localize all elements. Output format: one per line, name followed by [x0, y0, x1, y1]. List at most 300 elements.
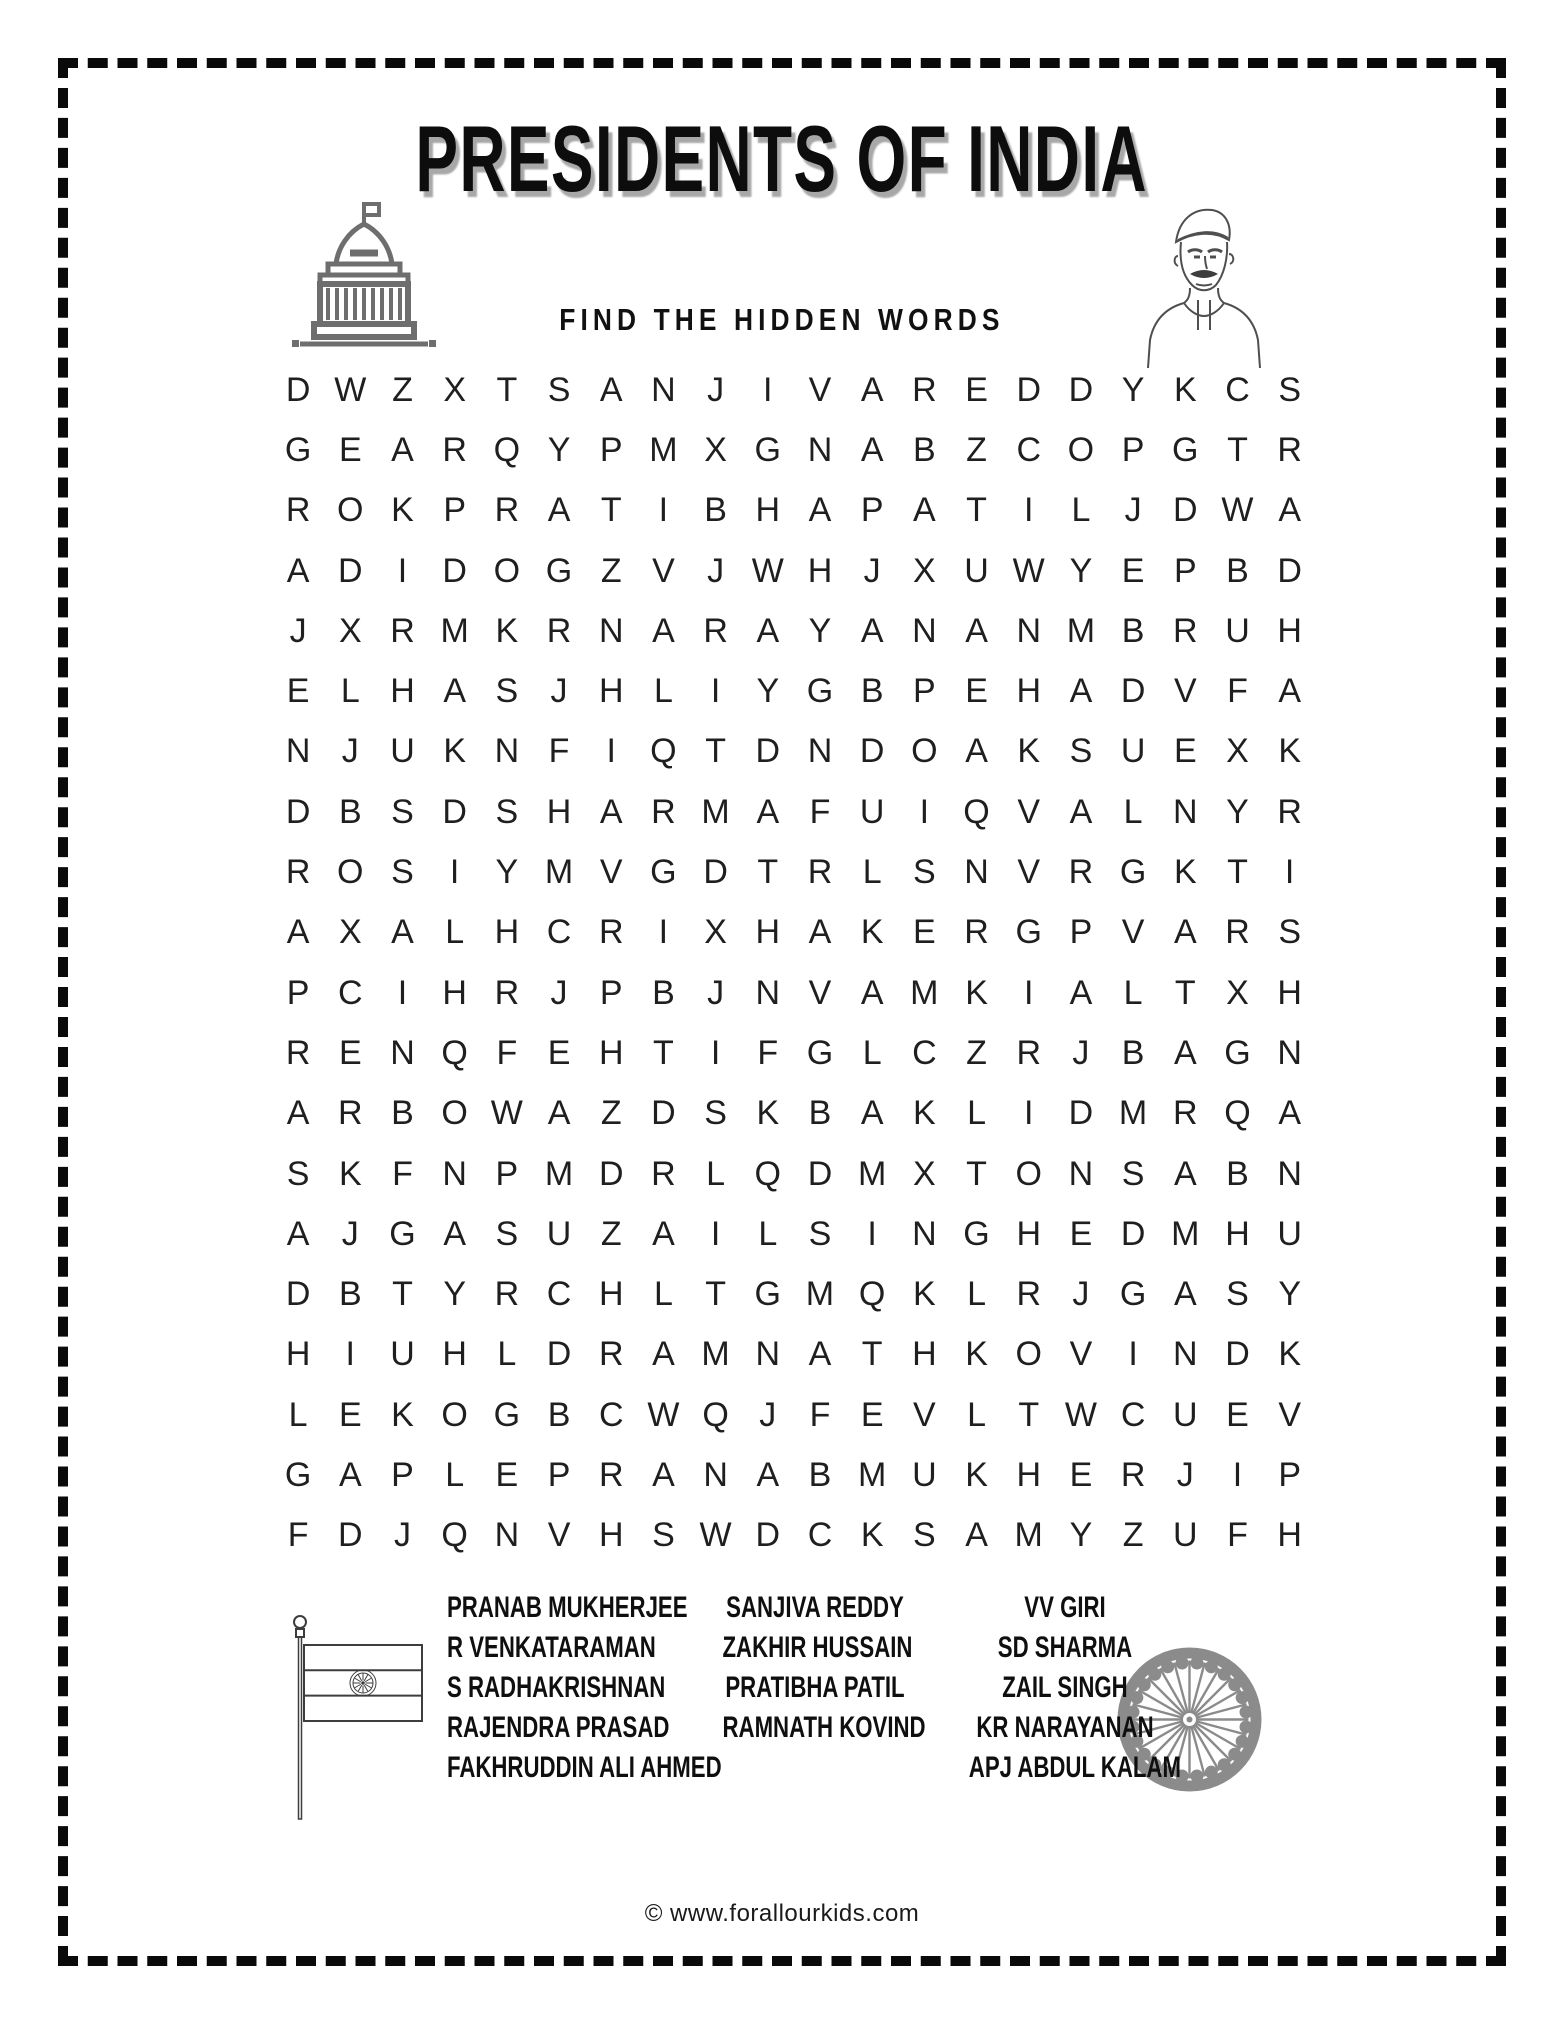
grid-letter: W: [1064, 1395, 1097, 1434]
grid-letter: S: [495, 672, 519, 711]
grid-letter: I: [1023, 1094, 1034, 1133]
grid-letter: P: [1173, 551, 1197, 590]
grid-letter: N: [1277, 1033, 1302, 1072]
grid-letter: J: [707, 973, 725, 1012]
grid-letter: B: [704, 491, 727, 530]
grid-letter: M: [857, 1455, 887, 1494]
grid-letter: S: [1226, 1275, 1249, 1314]
grid-letter: Z: [600, 1094, 622, 1133]
grid-letter: D: [338, 1516, 363, 1555]
grid-letter: F: [287, 1516, 309, 1555]
grid-letter: J: [393, 1516, 411, 1555]
grid-letter: P: [1121, 430, 1145, 469]
grid-letter: T: [705, 1275, 726, 1314]
grid-letter: R: [390, 611, 415, 650]
grid-letter: T: [861, 1335, 883, 1374]
grid-letter: T: [496, 370, 518, 409]
grid-letter: L: [862, 853, 882, 892]
word-item: PRANAB MUKHERJEE: [447, 1591, 688, 1624]
grid-letter: V: [547, 1516, 571, 1555]
grid-letter: D: [338, 551, 363, 590]
grid-letter: A: [443, 672, 466, 711]
grid-letter: H: [494, 913, 520, 952]
grid-letter: X: [913, 551, 936, 590]
grid-letter: T: [757, 853, 779, 892]
grid-letter: L: [967, 1395, 986, 1434]
grid-letter: Q: [441, 1516, 468, 1555]
word-item: RAMNATH KOVIND: [722, 1711, 926, 1744]
grid-letter: M: [1014, 1516, 1043, 1555]
grid-letter: I: [710, 672, 721, 711]
grid-letter: X: [913, 1154, 936, 1193]
grid-letter: X: [1226, 732, 1249, 771]
grid-letter: M: [1118, 1094, 1148, 1133]
grid-letter: K: [965, 1335, 988, 1374]
grid-letter: R: [1173, 611, 1198, 650]
grid-letter: B: [338, 792, 362, 831]
grid-letter: W: [751, 551, 784, 590]
grid-letter: U: [1120, 732, 1146, 771]
grid-letter: M: [1066, 611, 1096, 650]
grid-letter: A: [652, 611, 675, 650]
grid-letter: N: [1173, 1335, 1198, 1374]
grid-letter: P: [1278, 1455, 1301, 1494]
grid-letter: T: [1227, 430, 1248, 469]
grid-letter: M: [857, 1154, 887, 1193]
page-title: [0, 106, 1564, 211]
grid-letter: I: [1284, 853, 1295, 892]
grid-letter: P: [599, 430, 623, 469]
grid-letter: O: [493, 551, 521, 590]
grid-letter: A: [965, 611, 988, 650]
grid-letter: V: [1173, 672, 1197, 711]
grid-letter: R: [546, 611, 572, 650]
page-title-text: PRESIDENTS OF INDIA: [415, 106, 1149, 211]
grid-letter: W: [334, 370, 367, 409]
grid-letter: G: [1224, 1033, 1251, 1072]
grid-letter: O: [911, 732, 938, 771]
grid-letter: X: [1226, 973, 1249, 1012]
grid-letter: S: [391, 792, 414, 831]
grid-letter: K: [965, 1455, 988, 1494]
grid-letter: D: [442, 551, 467, 590]
grid-letter: S: [913, 853, 936, 892]
grid-letter: C: [338, 973, 363, 1012]
grid-letter: N: [1173, 792, 1198, 831]
grid-letter: J: [1124, 491, 1142, 530]
grid-letter: V: [1017, 792, 1041, 831]
grid-letter: Z: [392, 370, 413, 409]
grid-letter: A: [860, 370, 884, 409]
grid-letter: K: [913, 1094, 936, 1133]
grid-letter: A: [860, 1094, 884, 1133]
grid-letter: J: [759, 1395, 777, 1434]
grid-letter: R: [285, 853, 311, 892]
capitol-building-icon: [284, 198, 444, 368]
grid-letter: K: [860, 913, 884, 952]
grid-letter: A: [808, 1335, 832, 1374]
grid-letter: Q: [441, 1033, 468, 1072]
grid-letter: Y: [547, 430, 571, 469]
grid-letter: R: [338, 1094, 363, 1133]
grid-letter: G: [754, 430, 781, 469]
grid-letter: M: [701, 792, 730, 831]
grid-letter: I: [658, 913, 669, 952]
grid-letter: A: [756, 1455, 780, 1494]
grid-letter: E: [286, 672, 310, 711]
grid-letter: N: [755, 1335, 781, 1374]
grid-letter: Z: [966, 430, 987, 469]
grid-letter: L: [288, 1395, 308, 1434]
grid-letter: J: [1072, 1033, 1090, 1072]
grid-letter: C: [912, 1033, 937, 1072]
grid-letter: D: [807, 1154, 833, 1193]
grid-letter: D: [1016, 370, 1041, 409]
word-item: SD SHARMA: [997, 1631, 1133, 1664]
grid-letter: G: [545, 551, 573, 590]
grid-letter: D: [651, 1094, 676, 1133]
grid-letter: V: [1069, 1335, 1093, 1374]
grid-letter: Y: [1069, 1516, 1093, 1555]
grid-letter: S: [495, 792, 519, 831]
grid-letter: M: [544, 1154, 574, 1193]
grid-letter: T: [1174, 973, 1196, 1012]
grid-letter: X: [704, 430, 727, 469]
grid-letter: R: [285, 1033, 311, 1072]
grid-letter: S: [495, 1214, 519, 1253]
grid-letter: R: [964, 913, 989, 952]
grid-letter: J: [550, 973, 568, 1012]
grid-letter: A: [1278, 491, 1301, 530]
grid-letter: W: [490, 1094, 523, 1133]
grid-letter: W: [1221, 491, 1254, 530]
grid-letter: U: [912, 1455, 937, 1494]
grid-letter: F: [809, 1395, 831, 1434]
grid-letter: A: [652, 1214, 675, 1253]
grid-letter: A: [1069, 973, 1093, 1012]
grid-letter: N: [807, 732, 833, 771]
grid-letter: J: [707, 551, 725, 590]
grid-letter: E: [495, 1455, 519, 1494]
grid-letter: U: [546, 1214, 572, 1253]
grid-letter: H: [442, 973, 467, 1012]
grid-letter: Y: [1278, 1275, 1301, 1314]
grid-letter: S: [704, 1094, 727, 1133]
grid-letter: D: [546, 1335, 572, 1374]
grid-letter: A: [547, 1094, 571, 1133]
grid-letter: P: [1069, 913, 1093, 952]
grid-letter: B: [652, 973, 675, 1012]
india-flag-icon: [283, 1612, 433, 1827]
grid-letter: A: [443, 1214, 466, 1253]
grid-letter: X: [338, 913, 362, 952]
grid-letter: H: [807, 551, 833, 590]
grid-letter: H: [442, 1335, 467, 1374]
grid-letter: U: [1225, 611, 1250, 650]
grid-letter: R: [598, 1335, 624, 1374]
grid-letter: I: [867, 1214, 877, 1253]
grid-letter: L: [445, 1455, 465, 1494]
grid-letter: I: [710, 1214, 721, 1253]
grid-letter: D: [1277, 551, 1302, 590]
grid-letter: D: [1225, 1335, 1250, 1374]
grid-letter: Q: [650, 732, 677, 771]
grid-letter: E: [338, 430, 362, 469]
grid-letter: D: [285, 370, 311, 409]
grid-letter: N: [755, 973, 781, 1012]
grid-letter: E: [547, 1033, 571, 1072]
grid-letter: K: [1278, 1335, 1301, 1374]
grid-letter: T: [392, 1275, 413, 1314]
grid-letter: L: [706, 1154, 726, 1193]
grid-letter: M: [701, 1335, 730, 1374]
grid-letter: Z: [600, 551, 622, 590]
grid-letter: V: [1121, 913, 1145, 952]
president-portrait-icon: [1126, 200, 1276, 370]
grid-letter: A: [1173, 1033, 1197, 1072]
grid-letter: W: [1012, 551, 1045, 590]
grid-letter: R: [703, 611, 728, 650]
grid-letter: Q: [963, 792, 990, 831]
grid-letter: R: [912, 370, 937, 409]
grid-letter: J: [289, 611, 307, 650]
grid-letter: K: [391, 1395, 414, 1434]
grid-letter: P: [599, 973, 623, 1012]
grid-letter: K: [1278, 732, 1301, 771]
grid-letter: L: [445, 913, 465, 952]
grid-letter: K: [1173, 853, 1197, 892]
grid-letter: Q: [858, 1275, 886, 1314]
grid-letter: G: [389, 1214, 416, 1253]
grid-letter: A: [965, 732, 988, 771]
grid-letter: H: [285, 1335, 311, 1374]
grid-letter: G: [806, 672, 834, 711]
grid-letter: R: [651, 1154, 676, 1193]
grid-letter: J: [1072, 1275, 1090, 1314]
grid-letter: A: [808, 491, 832, 530]
grid-letter: N: [703, 1455, 728, 1494]
grid-letter: G: [1015, 913, 1042, 952]
grid-letter: R: [285, 491, 311, 530]
grid-letter: J: [863, 551, 881, 590]
grid-letter: M: [544, 853, 574, 892]
grid-letter: A: [599, 792, 623, 831]
grid-letter: L: [967, 1275, 986, 1314]
grid-letter: U: [1173, 1516, 1198, 1555]
grid-letter: D: [598, 1154, 624, 1193]
grid-letter: J: [341, 1214, 359, 1253]
grid-letter: A: [1069, 792, 1093, 831]
grid-letter: E: [338, 1033, 362, 1072]
grid-letter: A: [599, 370, 623, 409]
grid-letter: N: [912, 1214, 937, 1253]
grid-letter: D: [442, 792, 467, 831]
grid-letter: U: [1277, 1214, 1302, 1253]
grid-letter: F: [496, 1033, 518, 1072]
grid-letter: A: [965, 1516, 988, 1555]
grid-letter: A: [547, 491, 571, 530]
grid-letter: I: [397, 551, 408, 590]
grid-letter: N: [651, 370, 676, 409]
grid-letter: U: [390, 1335, 415, 1374]
grid-letter: E: [913, 913, 936, 952]
grid-letter: B: [913, 430, 936, 469]
grid-letter: K: [338, 1154, 362, 1193]
grid-letter: O: [441, 1094, 468, 1133]
grid-letter: J: [341, 732, 359, 771]
grid-letter: D: [859, 732, 885, 771]
grid-letter: B: [1226, 1154, 1249, 1193]
grid-letter: D: [703, 853, 728, 892]
grid-letter: A: [652, 1455, 675, 1494]
grid-letter: H: [755, 491, 781, 530]
grid-letter: A: [286, 1094, 310, 1133]
grid-letter: G: [284, 430, 312, 469]
grid-letter: E: [965, 672, 988, 711]
grid-letter: G: [650, 853, 677, 892]
grid-letter: N: [598, 611, 624, 650]
grid-letter: A: [391, 913, 414, 952]
grid-letter: B: [860, 672, 884, 711]
grid-letter: N: [285, 732, 311, 771]
grid-letter: A: [1069, 672, 1093, 711]
grid-letter: L: [653, 672, 673, 711]
grid-letter: D: [755, 732, 781, 771]
grid-letter: A: [913, 491, 936, 530]
grid-letter: B: [391, 1094, 414, 1133]
grid-letter: O: [1067, 430, 1095, 469]
grid-letter: B: [1226, 551, 1249, 590]
grid-letter: E: [1069, 1455, 1093, 1494]
grid-letter: L: [862, 1033, 882, 1072]
grid-letter: R: [598, 1455, 624, 1494]
grid-letter: S: [391, 853, 414, 892]
grid-letter: I: [1232, 1455, 1243, 1494]
grid-letter: S: [1278, 913, 1301, 952]
grid-letter: E: [1069, 1214, 1093, 1253]
grid-letter: A: [391, 430, 414, 469]
grid-letter: K: [756, 1094, 780, 1133]
grid-letter: V: [808, 370, 832, 409]
grid-letter: S: [547, 370, 571, 409]
grid-letter: D: [1173, 491, 1198, 530]
grid-letter: L: [758, 1214, 778, 1253]
word-item: SANJIVA REDDY: [726, 1591, 904, 1624]
grid-letter: L: [1071, 491, 1091, 530]
grid-letter: L: [1123, 792, 1143, 831]
grid-letter: A: [756, 611, 780, 650]
grid-letter: N: [964, 853, 989, 892]
grid-letter: L: [497, 1335, 517, 1374]
grid-letter: R: [651, 792, 676, 831]
grid-letter: H: [598, 1275, 624, 1314]
grid-letter: A: [286, 1214, 310, 1253]
grid-letter: R: [598, 913, 624, 952]
grid-letter: R: [1016, 1033, 1041, 1072]
grid-letter: R: [1120, 1455, 1146, 1494]
grid-letter: V: [808, 973, 832, 1012]
grid-letter: C: [807, 1516, 833, 1555]
grid-letter: O: [337, 491, 364, 530]
grid-letter: T: [1018, 1395, 1040, 1434]
grid-letter: I: [919, 792, 930, 831]
grid-letter: D: [1120, 672, 1146, 711]
grid-letter: Z: [1122, 1516, 1144, 1555]
grid-letter: R: [494, 973, 520, 1012]
grid-letter: I: [1023, 973, 1034, 1012]
word-item: ZAKHIR HUSSAIN: [722, 1631, 913, 1664]
grid-letter: A: [338, 1455, 362, 1494]
grid-letter: R: [442, 430, 467, 469]
grid-letter: E: [1173, 732, 1197, 771]
subtitle-text: FIND THE HIDDEN WORDS: [559, 302, 1005, 337]
grid-letter: R: [494, 1275, 520, 1314]
grid-letter: H: [1016, 1214, 1041, 1253]
grid-letter: T: [600, 491, 622, 530]
grid-letter: X: [704, 913, 727, 952]
grid-letter: X: [338, 611, 362, 650]
grid-letter: N: [494, 732, 520, 771]
grid-letter: E: [1121, 551, 1145, 590]
grid-letter: Y: [443, 1275, 466, 1314]
grid-letter: A: [1278, 672, 1301, 711]
word-item: S RADHAKRISHNAN: [447, 1671, 666, 1704]
grid-letter: V: [1017, 853, 1041, 892]
grid-letter: Y: [1226, 792, 1249, 831]
grid-letter: H: [1225, 1214, 1250, 1253]
grid-letter: S: [286, 1154, 310, 1193]
grid-letter: G: [284, 1455, 312, 1494]
word-item: R VENKATARAMAN: [447, 1631, 656, 1664]
grid-letter: C: [1225, 370, 1250, 409]
grid-letter: K: [443, 732, 466, 771]
grid-letter: A: [1173, 1154, 1197, 1193]
grid-letter: E: [860, 1395, 884, 1434]
grid-letter: N: [1068, 1154, 1094, 1193]
grid-letter: Q: [702, 1395, 729, 1434]
grid-letter: R: [1173, 1094, 1198, 1133]
word-item: ZAIL SINGH: [1002, 1671, 1128, 1704]
grid-letter: F: [392, 1154, 413, 1193]
grid-letter: O: [337, 853, 364, 892]
grid-letter: O: [1015, 1154, 1042, 1193]
grid-letter: R: [1068, 853, 1094, 892]
grid-letter: J: [707, 370, 725, 409]
grid-letter: D: [1120, 1214, 1146, 1253]
grid-letter: A: [860, 430, 884, 469]
grid-letter: N: [390, 1033, 415, 1072]
grid-letter: S: [1121, 1154, 1145, 1193]
grid-letter: R: [1277, 430, 1302, 469]
grid-letter: H: [1277, 973, 1302, 1012]
grid-letter: V: [1278, 1395, 1301, 1434]
grid-letter: C: [1120, 1395, 1146, 1434]
letter-grid: [272, 360, 1316, 1566]
grid-letter: F: [809, 792, 831, 831]
grid-letter: Y: [808, 611, 832, 650]
grid-letter: R: [1277, 792, 1302, 831]
grid-letter: R: [1016, 1275, 1041, 1314]
grid-letter: B: [338, 1275, 362, 1314]
grid-letter: N: [1277, 1154, 1302, 1193]
grid-letter: T: [966, 491, 987, 530]
grid-letter: A: [860, 973, 884, 1012]
grid-letter: H: [390, 672, 415, 711]
word-item: KR NARAYANAN: [976, 1711, 1154, 1744]
grid-letter: C: [546, 1275, 572, 1314]
grid-letter: A: [1173, 1275, 1197, 1314]
grid-letter: B: [1121, 1033, 1145, 1072]
